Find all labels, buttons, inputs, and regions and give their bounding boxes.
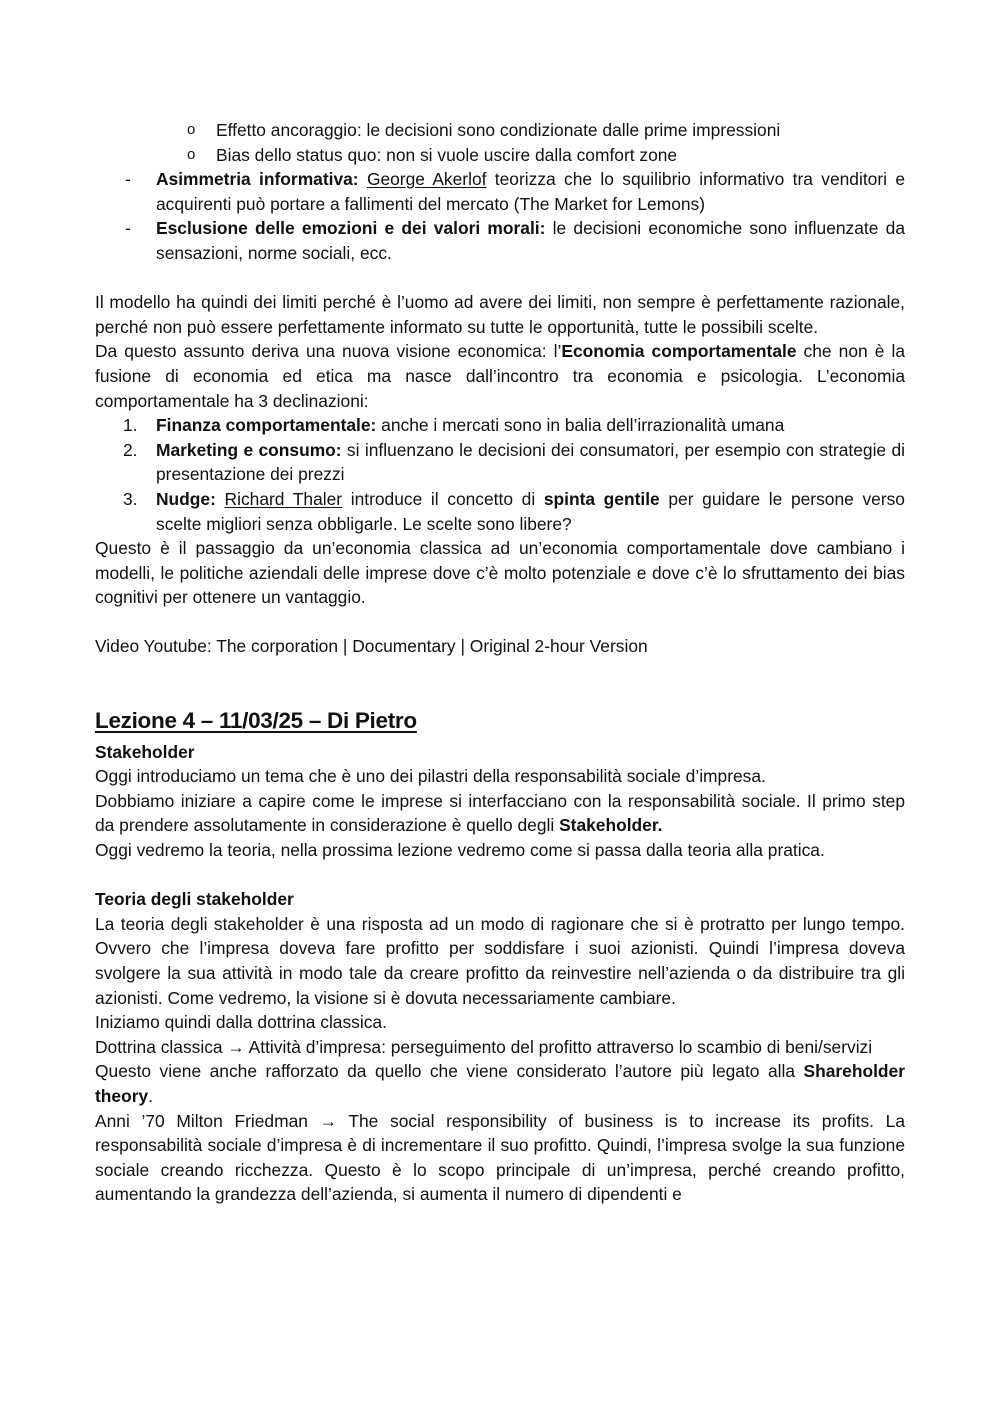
thaler-link[interactable]: Richard Thaler [224, 488, 343, 509]
dash-bullet-icon: - [125, 169, 131, 190]
stakeholder-heading: Stakeholder [95, 741, 195, 762]
theory-paragraph-3: Dottrina classica → Attività d’impresa: perseguimento del profitto attraverso lo scambio di beni/servizi [95, 1036, 873, 1057]
theory-paragraph-4: Questo viene anche rafforzato da quello che viene considerato l’autore più legato alla Shareholder theory. [95, 1061, 905, 1106]
lesson-title: Lezione 4 – 11/03/25 – Di Pietro [95, 707, 417, 733]
theory-paragraph-5: Anni ’70 Milton Friedman → The social responsibility of business is to increase its profits. La responsabilità sociale d’impresa è di incrementare il suo profitto. Quindi, l’impresa svolge la sua funzione sociale creando ricchezza. Questo è lo scopo principale di un’impresa, perché creando profitto, aumentando la grandezza dell’azienda, si aumenta il numero di dipendenti e [95, 1110, 905, 1205]
akerlof-link[interactable]: George Akerlof [366, 169, 487, 190]
passage-paragraph: Questo è il passaggio da un’economia classica ad un’economia comportamentale dove cambiano i modelli, le politiche aziendali delle imprese dove c’è molto potenziale e dove c’è lo sfruttamento dei bias cognitivi per ottenere un vantaggio. [95, 538, 905, 608]
econ-paragraph: Da questo assunto deriva una nuova visione economica: l’Economia comportamentale che non è la fusione di economia ed etica ma nasce dall’incontro tra economia e psicologia. L’economia comportamentale ha 3 declinazioni: [95, 341, 905, 411]
video-line: Video Youtube: The corporation | Documentary | Original 2-hour Version [95, 636, 648, 657]
list-item: 2. Marketing e consumo: si influenzano le decisioni dei consumatori, per esempio con strategie di presentazione dei prezzi [123, 439, 905, 485]
list-item: 1. Finanza comportamentale: anche i mercati sono in balia dell’irrazionalità umana [123, 415, 785, 436]
numbered-list [95, 413, 905, 536]
list-item: 3. Nudge: Richard Thaler introduce il concetto di spinta gentile per guidare le persone verso scelte migliori senza obbligarle. Le scelte sono libere? [123, 488, 905, 534]
list-item: o Bias dello status quo: non si vuole uscire dalla comfort zone [95, 143, 905, 168]
document-page [95, 118, 905, 1207]
limits-paragraph: Il modello ha quindi dei limiti perché è l’uomo ad avere dei limiti, non sempre è perfettamente razionale, perché non può essere perfettamente informato su tutte le opportunità, tutte le possibili scelte. [95, 292, 905, 337]
circle-bullet-icon: o [187, 145, 196, 163]
dash-bullet-icon: - [125, 218, 131, 239]
stakeholder-paragraph-3: Oggi vedremo la teoria, nella prossima lezione vedremo come si passa dalla teoria alla pratica. [95, 840, 825, 861]
theory-paragraph-1: La teoria degli stakeholder è una risposta ad un modo di ragionare che si è protratto per lungo tempo. Ovvero che l’impresa doveva fare profitto per soddisfare i suoi azionisti. Quindi l’impresa doveva svolgere la sua attività in modo tale da creare profitto da reinvestire nell’azienda o da distribuire tra gli azionisti. Come vedremo, la visione si è dovuta necessariamente cambiare. [95, 913, 905, 1008]
list-item: o Effetto ancoraggio: le decisioni sono condizionate dalle prime impressioni [95, 118, 905, 143]
theory-heading: Teoria degli stakeholder [95, 889, 294, 910]
list-item: - Esclusione delle emozioni e dei valori morali: le decisioni economiche sono influenzate da sensazioni, norme sociali, ecc. [125, 218, 905, 263]
dash-list [95, 167, 905, 265]
circle-bullet-icon: o [187, 121, 196, 138]
list-item: - Asimmetria informativa: George Akerlof teorizza che lo squilibrio informativo tra venditori e acquirenti può portare a fallimenti del mercato (The Market for Lemons) [125, 169, 905, 214]
stakeholder-paragraph-1: Oggi introduciamo un tema che è uno dei pilastri della responsabilità sociale d’impresa. [95, 766, 766, 787]
bias-sublist [95, 118, 905, 167]
theory-paragraph-2: Iniziamo quindi dalla dottrina classica. [95, 1012, 387, 1033]
stakeholder-paragraph-2: Dobbiamo iniziare a capire come le imprese si interfacciano con la responsabilità sociale. Il primo step da prendere assolutamente in considerazione è quello degli Stakeholder. [95, 790, 905, 836]
